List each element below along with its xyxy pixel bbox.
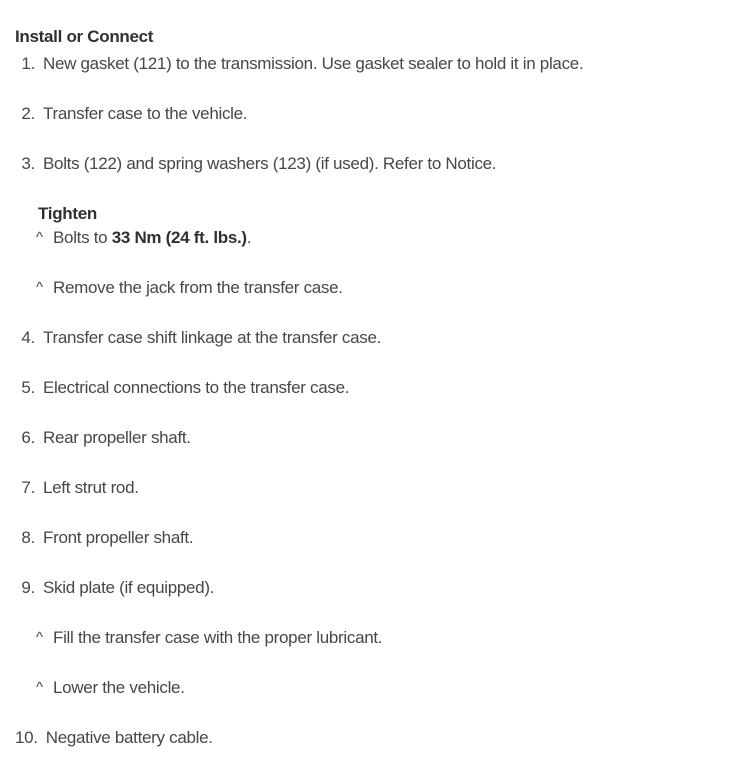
step-item [15,326,728,349]
step-number: 2. [21,104,35,123]
step-text: Front propeller shaft. [43,528,194,547]
step-number: 10. [15,728,38,747]
caret-bullet-icon: ^ [36,279,43,296]
step-number: 1. [21,54,35,73]
caret-bullet-icon: ^ [36,679,43,696]
subheading-tighten: Tighten [38,204,97,223]
step-item [15,576,728,599]
step-text: Skid plate (if equipped). [43,578,215,597]
step-item [15,526,728,549]
bullet-item [15,226,728,249]
step-number: 8. [21,528,35,547]
step-text: Rear propeller shaft. [43,428,191,447]
step-item [15,376,728,399]
bullet-item [15,676,728,699]
bullet-text: Fill the transfer case with the proper lubricant. [53,628,383,647]
bullet-text: Lower the vehicle. [53,678,185,697]
section-heading: Install or Connect [15,27,154,46]
step-number: 5. [21,378,35,397]
torque-text-suffix: . [246,228,252,247]
step-text: Bolts (122) and spring washers (123) (if used). Refer to Notice. [43,154,497,173]
step-text: Transfer case shift linkage at the transfer case. [43,328,382,347]
step-item [15,152,728,175]
torque-spec: 33 Nm (24 ft. lbs.) [111,228,247,247]
step-number: 3. [21,154,35,173]
step-item [15,476,728,499]
step-item [15,52,728,75]
bullet-item [15,276,728,299]
step-number: 6. [21,428,35,447]
step-text: Negative battery cable. [45,728,213,747]
step-number: 7. [21,478,35,497]
procedure-document [15,25,728,749]
step-item [15,102,728,125]
step-number: 9. [21,578,35,597]
step-item [15,426,728,449]
caret-bullet-icon: ^ [36,229,43,246]
step-text: Electrical connections to the transfer case. [43,378,350,397]
bullet-text [53,226,251,249]
step-text: Transfer case to the vehicle. [43,104,248,123]
torque-text-prefix: Bolts to [53,228,112,247]
bullet-text: Remove the jack from the transfer case. [53,278,343,297]
bullet-item [15,626,728,649]
step-item [15,726,728,749]
step-text: Left strut rod. [43,478,139,497]
step-number: 4. [21,328,35,347]
step-text: New gasket (121) to the transmission. Use gasket sealer to hold it in place. [43,54,584,73]
caret-bullet-icon: ^ [36,629,43,646]
